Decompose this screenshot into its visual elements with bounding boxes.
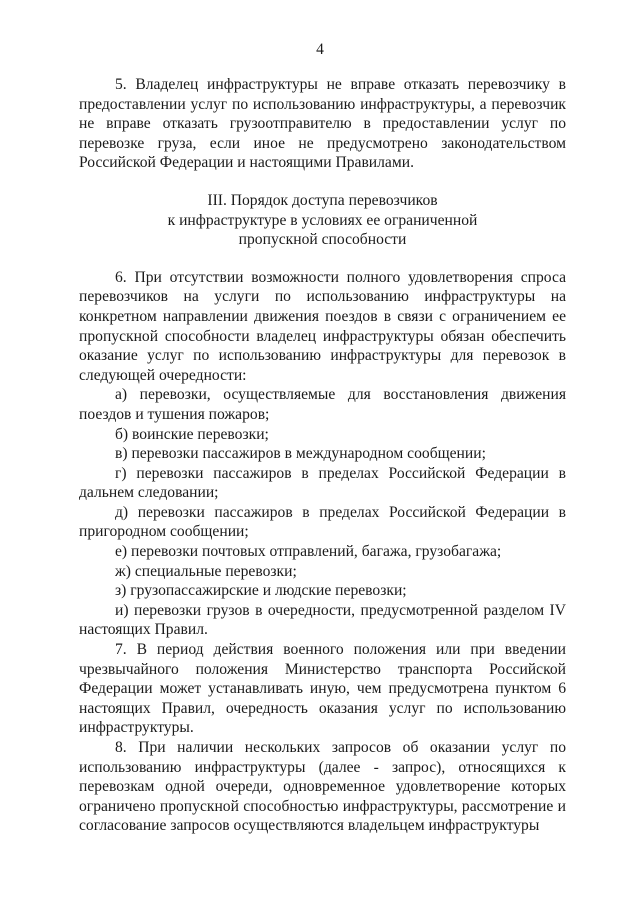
list-item-z: з) грузопассажирские и людские перевозки; [115, 582, 407, 600]
section-heading [79, 191, 566, 250]
list-item-a: а) перевозки, осуществляемые для восстановления движения поездов и тушения пожаров; [79, 386, 566, 423]
list-item-v: в) перевозки пассажиров в международном сообщении; [115, 445, 486, 463]
list-item-b: б) воинские перевозки; [115, 425, 269, 443]
page-number: 4 [316, 41, 324, 58]
list-item-e: е) перевозки почтовых отправлений, багажа, грузобагажа; [115, 543, 502, 561]
paragraph-5: 5. Владелец инфраструктуры не вправе отказать перевозчику в предоставлении услуг по использованию инфраструктуры, а перевозчик не вправе отказать грузоотправителю в предоставлении услуг по перевозке груза, если иное не предусмотрено законодательством Российской Федерации и настоящими Правилами. [79, 76, 566, 172]
paragraph-6: 6. При отсутствии возможности полного удовлетворения спроса перевозчиков на услуги по использованию инфраструктуры на конкретном направлении движения поездов в связи с ограничением ее пропускной способности владелец инфраструктуры обязан обеспечить оказание услуг по использованию инфраструктуры для перевозок в следующей очередности: [79, 268, 566, 384]
paragraph-8: 8. При наличии нескольких запросов об оказании услуг по использованию инфраструктуры (далее - запрос), относящихся к перевозкам одной очереди, одновременное удовлетворение которых ограничено пропускной способностью инфраструктуры, рассмотрение и согласование запросов осуществляются владельцем инфраструктуры [79, 739, 566, 835]
section-heading-line-1: III. Порядок доступа перевозчиков [207, 191, 438, 209]
list-item-d: д) перевозки пассажиров в пределах Российской Федерации в пригородном сообщении; [79, 503, 566, 541]
document-body [79, 75, 566, 836]
list-item-g: г) перевозки пассажиров в пределах Российской Федерации в дальнем следовании; [79, 464, 566, 502]
section-heading-line-2: к инфраструктуре в условиях ее ограниченной [167, 211, 478, 229]
list-item-zh: ж) специальные перевозки; [115, 562, 297, 580]
section-heading-line-3: пропускной способности [238, 231, 407, 249]
list-item-i: и) перевозки грузов в очередности, предусмотренной разделом IV настоящих Правил. [79, 601, 566, 639]
paragraph-7: 7. В период действия военного положения или при введении чрезвычайного положения Министерство транспорта Российской Федерации может устанавливать иную, чем предусмотрена пунктом 6 настоящих Правил, очередность оказания услуг по использованию инфраструктуры. [79, 641, 566, 737]
